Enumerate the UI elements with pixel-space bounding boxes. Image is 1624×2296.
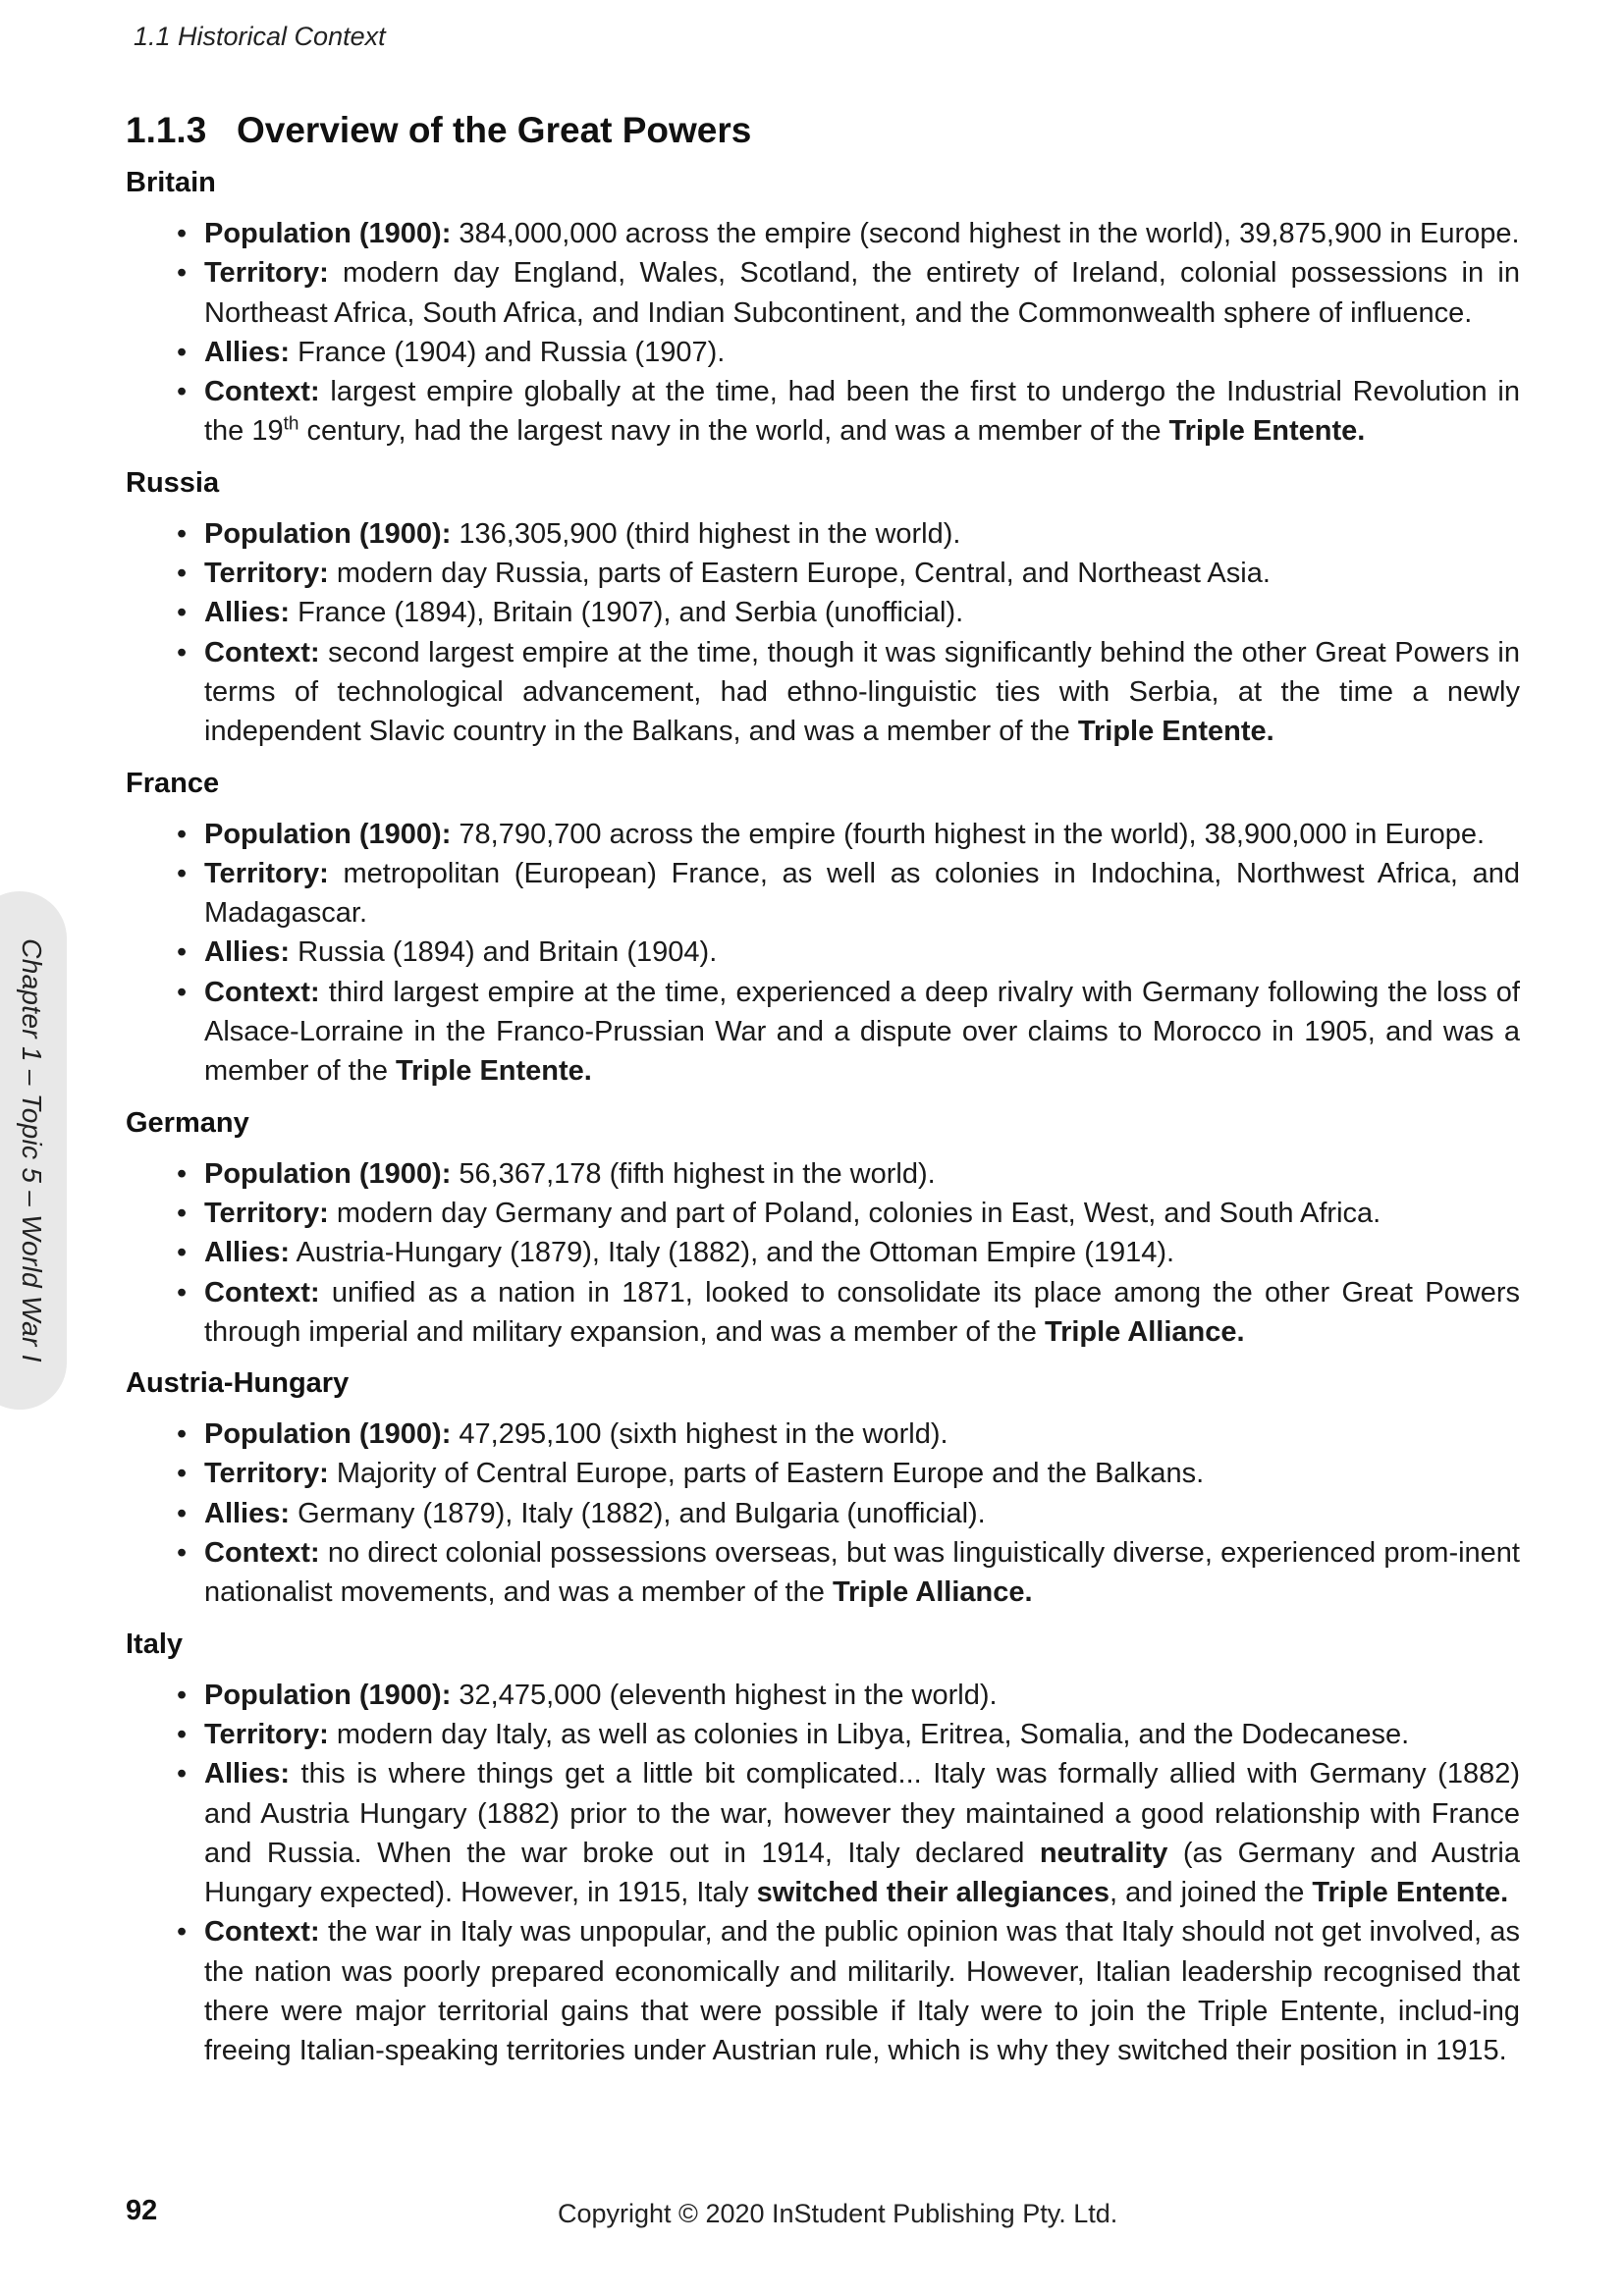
copyright-notice: Copyright © 2020 InStudent Publishing Pty. Ltd. <box>558 2199 1118 2228</box>
fact-text: largest empire globally at the time, had been the first to undergo the Industrial Revolution in the 19 <box>204 376 1520 448</box>
fact-text: the war in Italy was unpopular, and the public opinion was that Italy should not get involved, as the nation was poorly prepared economically and militarily. However, Italian leadership recognised that there were major territorial gains that were possible if Italy were to join the Triple Entente, includ-ing freeing Italian-speaking territories under Austrian rule, which is why they switched their position in 1915. <box>204 1916 1520 2067</box>
fact-label: Context: <box>204 1276 320 1308</box>
fact-label: Context: <box>204 1916 320 1949</box>
chapter-side-tab-label: Chapter 1 – Topic 5 – World War I <box>17 938 47 1362</box>
country-list <box>126 163 1520 2071</box>
fact-label: Population (1900): <box>204 1418 452 1451</box>
country-section <box>126 1625 1520 2071</box>
fact-text: France (1904) and Russia (1907). <box>290 336 726 368</box>
country-section <box>126 764 1520 1092</box>
fact-text: century, had the largest navy in the world, and was a member of the <box>298 415 1169 448</box>
country-section <box>126 463 1520 752</box>
bullet-icon: • <box>177 976 188 1008</box>
fact-item <box>177 1233 1520 1272</box>
fact-text: 32,475,000 (eleventh highest in the world). <box>451 1679 998 1711</box>
country-section <box>126 1103 1520 1352</box>
fact-text: modern day England, Wales, Scotland, the entirety of Ireland, colonial possessions in in Northeast Africa, South Africa, and Indian Subcontinent, and the Commonwealth sphere of influence. <box>204 257 1520 329</box>
fact-label: Territory: <box>204 857 329 889</box>
fact-label: Population (1900): <box>204 1679 452 1711</box>
fact-item <box>177 815 1520 854</box>
fact-emphasis: switched their allegiances <box>756 1877 1110 1909</box>
bullet-icon: • <box>177 517 188 550</box>
fact-label: Territory: <box>204 1197 329 1229</box>
fact-item <box>177 333 1520 372</box>
fact-text: Russia (1894) and Britain (1904). <box>290 936 718 969</box>
fact-item <box>177 854 1520 934</box>
fact-list <box>126 214 1520 452</box>
bullet-icon: • <box>177 1718 188 1750</box>
fact-emphasis: Triple Entente. <box>1168 415 1366 448</box>
fact-label: Territory: <box>204 558 329 590</box>
fact-item <box>177 1754 1520 1912</box>
fact-text: metropolitan (European) France, as well as colonies in Indochina, Northwest Africa, and Madagascar. <box>204 857 1520 930</box>
country-heading: Russia <box>126 466 220 499</box>
bullet-icon: • <box>177 1758 188 1790</box>
fact-item <box>177 933 1520 972</box>
fact-item <box>177 1533 1520 1613</box>
fact-label: Allies: <box>204 1497 291 1529</box>
fact-text: (as Germany and Austria Hungary expected). However, in 1915, Italy <box>204 1837 1520 1909</box>
fact-label: Allies: <box>204 1237 291 1269</box>
fact-text: modern day Germany and part of Poland, colonies in East, West, and South Africa. <box>328 1197 1381 1229</box>
bullet-icon: • <box>177 1537 188 1570</box>
fact-list <box>126 1676 1520 2071</box>
fact-item <box>177 514 1520 554</box>
fact-label: Population (1900): <box>204 517 452 550</box>
country-section <box>126 1363 1520 1612</box>
fact-item <box>177 1494 1520 1533</box>
fact-label: Population (1900): <box>204 1157 452 1190</box>
fact-item <box>177 633 1520 752</box>
bullet-icon: • <box>177 1679 188 1711</box>
bullet-icon: • <box>177 936 188 969</box>
fact-text: no direct colonial possessions overseas, but was linguistically diverse, experienced prom-inent nationalist movements, and was a member of the <box>204 1537 1520 1609</box>
fact-label: Allies: <box>204 336 291 368</box>
fact-label: Territory: <box>204 1458 329 1490</box>
fact-text: modern day Russia, parts of Eastern Europe, Central, and Northeast Asia. <box>328 558 1271 590</box>
bullet-icon: • <box>177 257 188 290</box>
fact-item <box>177 973 1520 1092</box>
fact-text: Majority of Central Europe, parts of Eastern Europe and the Balkans. <box>328 1458 1205 1490</box>
fact-item <box>177 253 1520 333</box>
fact-emphasis: Triple Alliance. <box>1044 1315 1245 1348</box>
section-title: Overview of the Great Powers <box>237 110 752 150</box>
bullet-icon: • <box>177 1497 188 1529</box>
fact-list <box>126 1154 1520 1352</box>
fact-item <box>177 1676 1520 1715</box>
fact-label: Population (1900): <box>204 818 452 850</box>
fact-label: Context: <box>204 976 320 1008</box>
bullet-icon: • <box>177 857 188 889</box>
fact-text: Germany (1879), Italy (1882), and Bulgaria (unofficial). <box>290 1497 986 1529</box>
fact-text: Austria-Hungary (1879), Italy (1882), and the Ottoman Empire (1914). <box>290 1237 1175 1269</box>
country-heading: Germany <box>126 1106 249 1139</box>
fact-list <box>126 514 1520 752</box>
page-number: 92 <box>126 2195 158 2226</box>
country-heading: Austria-Hungary <box>126 1367 350 1400</box>
fact-superscript: th <box>283 413 299 435</box>
section-heading <box>126 110 1520 151</box>
fact-emphasis: Triple Entente. <box>1077 716 1274 748</box>
country-heading: Italy <box>126 1628 184 1660</box>
fact-text: second largest empire at the time, though it was significantly behind the other Great Powers in terms of technological advancement, had ethno-linguistic ties with Serbia, at the time a newly independent Slavic country in the Balkans, and was a member of the <box>204 636 1520 748</box>
country-heading: France <box>126 767 220 799</box>
bullet-icon: • <box>177 336 188 368</box>
fact-text: 136,305,900 (third highest in the world). <box>451 517 961 550</box>
fact-item <box>177 1154 1520 1194</box>
country-section <box>126 163 1520 452</box>
bullet-icon: • <box>177 636 188 668</box>
fact-text: third largest empire at the time, experienced a deep rivalry with Germany following the loss of Alsace-Lorraine in the Franco-Prussian War and a dispute over claims to Morocco in 1905, and was a member of the <box>204 976 1520 1088</box>
bullet-icon: • <box>177 1276 188 1308</box>
fact-label: Allies: <box>204 1758 291 1790</box>
bullet-icon: • <box>177 558 188 590</box>
fact-item <box>177 372 1520 452</box>
fact-text: modern day Italy, as well as colonies in Libya, Eritrea, Somalia, and the Dodecanese. <box>328 1718 1410 1750</box>
fact-label: Territory: <box>204 1718 329 1750</box>
fact-label: Territory: <box>204 257 329 290</box>
fact-item <box>177 1912 1520 2070</box>
fact-emphasis: Triple Entente. <box>1312 1877 1509 1909</box>
fact-item <box>177 1715 1520 1754</box>
bullet-icon: • <box>177 1916 188 1949</box>
fact-text: 78,790,700 across the empire (fourth highest in the world), 38,900,000 in Europe. <box>451 818 1486 850</box>
fact-item <box>177 1194 1520 1233</box>
fact-item <box>177 1273 1520 1353</box>
bullet-icon: • <box>177 1237 188 1269</box>
country-heading: Britain <box>126 167 216 198</box>
fact-text: unified as a nation in 1871, looked to consolidate its place among the other Great Powers through imperial and military expansion, and was a member of the <box>204 1276 1520 1348</box>
fact-label: Context: <box>204 376 320 408</box>
fact-list <box>126 1415 1520 1612</box>
fact-label: Allies: <box>204 936 291 969</box>
fact-text: 56,367,178 (fifth highest in the world). <box>451 1157 936 1190</box>
fact-text: , and joined the <box>1110 1877 1313 1909</box>
running-head: 1.1 Historical Context <box>134 22 386 51</box>
bullet-icon: • <box>177 1418 188 1451</box>
fact-item <box>177 554 1520 593</box>
fact-text: 47,295,100 (sixth highest in the world). <box>451 1418 948 1451</box>
fact-item <box>177 214 1520 253</box>
bullet-icon: • <box>177 597 188 629</box>
fact-label: Context: <box>204 1537 320 1570</box>
fact-emphasis: neutrality <box>1039 1837 1168 1869</box>
bullet-icon: • <box>177 1458 188 1490</box>
fact-text: France (1894), Britain (1907), and Serbia (unofficial). <box>290 597 964 629</box>
fact-label: Context: <box>204 636 320 668</box>
fact-item <box>177 593 1520 632</box>
page-content <box>126 110 1520 2083</box>
bullet-icon: • <box>177 218 188 249</box>
fact-item <box>177 1415 1520 1454</box>
fact-emphasis: Triple Alliance. <box>832 1576 1033 1609</box>
fact-label: Population (1900): <box>204 218 452 249</box>
fact-list <box>126 815 1520 1092</box>
bullet-icon: • <box>177 1197 188 1229</box>
fact-item <box>177 1454 1520 1493</box>
bullet-icon: • <box>177 1157 188 1190</box>
fact-text: this is where things get a little bit complicated... Italy was formally allied with Germany (1882) and Austria Hungary (1882) prior to the war, however they maintained a good relationship with France and Russia. When the war broke out in 1914, Italy declared <box>204 1758 1520 1869</box>
bullet-icon: • <box>177 376 188 408</box>
fact-emphasis: Triple Entente. <box>396 1055 592 1088</box>
bullet-icon: • <box>177 818 188 850</box>
fact-label: Allies: <box>204 597 291 629</box>
fact-text: 384,000,000 across the empire (second highest in the world), 39,875,900 in Europe. <box>451 218 1520 249</box>
section-number: 1.1.3 <box>126 110 207 150</box>
